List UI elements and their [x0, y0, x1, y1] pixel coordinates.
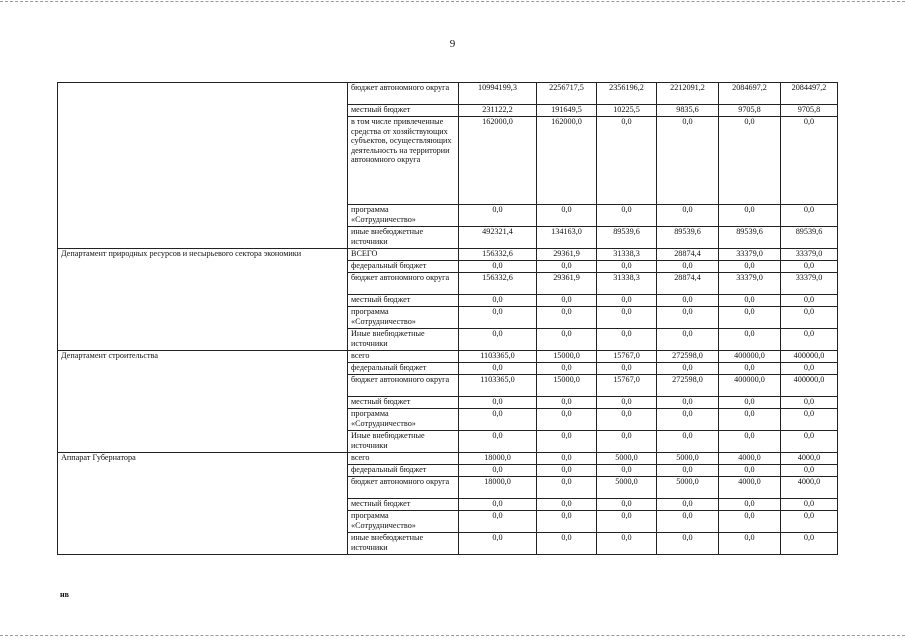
value-cell: 400000,0	[781, 351, 838, 363]
value-cell: 89539,6	[657, 227, 719, 249]
value-cell: 0,0	[657, 205, 719, 227]
value-cell: 0,0	[597, 363, 657, 375]
source-cell: местный бюджет	[348, 295, 459, 307]
value-cell: 0,0	[537, 453, 597, 465]
value-cell: 33379,0	[719, 273, 781, 295]
source-cell: бюджет автономного округа	[348, 375, 459, 397]
department-cell: Департамент строительства	[58, 351, 348, 453]
value-cell: 0,0	[781, 533, 838, 555]
budget-table	[57, 82, 838, 555]
value-cell: 272598,0	[657, 351, 719, 363]
value-cell: 0,0	[719, 397, 781, 409]
value-cell: 33379,0	[781, 273, 838, 295]
value-cell: 0,0	[719, 117, 781, 205]
value-cell: 0,0	[657, 533, 719, 555]
source-cell: программа «Сотрудничество»	[348, 409, 459, 431]
value-cell: 15767,0	[597, 375, 657, 397]
value-cell: 2084497,2	[781, 83, 838, 105]
value-cell: 0,0	[459, 295, 537, 307]
value-cell: 0,0	[537, 431, 597, 453]
value-cell: 2212091,2	[657, 83, 719, 105]
value-cell: 0,0	[657, 431, 719, 453]
value-cell: 0,0	[657, 307, 719, 329]
value-cell: 0,0	[537, 477, 597, 499]
value-cell: 29361,9	[537, 249, 597, 261]
value-cell: 191649,5	[537, 105, 597, 117]
value-cell: 0,0	[657, 261, 719, 273]
value-cell: 0,0	[781, 397, 838, 409]
value-cell: 0,0	[597, 409, 657, 431]
source-cell: федеральный бюджет	[348, 465, 459, 477]
value-cell: 5000,0	[657, 453, 719, 465]
value-cell: 0,0	[719, 205, 781, 227]
value-cell: 0,0	[459, 465, 537, 477]
value-cell: 0,0	[537, 511, 597, 533]
value-cell: 28874,4	[657, 273, 719, 295]
value-cell: 0,0	[459, 409, 537, 431]
value-cell: 0,0	[459, 205, 537, 227]
value-cell: 0,0	[657, 295, 719, 307]
value-cell: 272598,0	[657, 375, 719, 397]
value-cell: 0,0	[781, 295, 838, 307]
value-cell: 2084697,2	[719, 83, 781, 105]
department-cell: Аппарат Губернатора	[58, 453, 348, 555]
source-cell: бюджет автономного округа	[348, 83, 459, 105]
value-cell: 0,0	[781, 499, 838, 511]
value-cell: 0,0	[537, 363, 597, 375]
value-cell: 0,0	[537, 409, 597, 431]
source-cell: местный бюджет	[348, 105, 459, 117]
value-cell: 0,0	[719, 261, 781, 273]
value-cell: 0,0	[719, 465, 781, 477]
source-cell: федеральный бюджет	[348, 261, 459, 273]
value-cell: 0,0	[537, 329, 597, 351]
source-cell: местный бюджет	[348, 499, 459, 511]
value-cell: 0,0	[597, 117, 657, 205]
page-number: 9	[449, 38, 456, 50]
scan-edge-top	[0, 1, 905, 2]
value-cell: 9705,8	[781, 105, 838, 117]
value-cell: 1103365,0	[459, 375, 537, 397]
source-cell: всего	[348, 351, 459, 363]
value-cell: 33379,0	[781, 249, 838, 261]
value-cell: 0,0	[781, 431, 838, 453]
value-cell: 4000,0	[781, 453, 838, 465]
value-cell: 0,0	[459, 397, 537, 409]
value-cell: 0,0	[597, 329, 657, 351]
value-cell: 0,0	[459, 511, 537, 533]
value-cell: 0,0	[719, 511, 781, 533]
value-cell: 0,0	[459, 261, 537, 273]
value-cell: 9705,8	[719, 105, 781, 117]
value-cell: 2256717,5	[537, 83, 597, 105]
source-cell: Иные внебюджетные источники	[348, 329, 459, 351]
value-cell: 4000,0	[719, 453, 781, 465]
value-cell: 492321,4	[459, 227, 537, 249]
value-cell: 0,0	[719, 329, 781, 351]
value-cell: 0,0	[537, 261, 597, 273]
value-cell: 0,0	[597, 499, 657, 511]
value-cell: 0,0	[597, 511, 657, 533]
value-cell: 5000,0	[597, 477, 657, 499]
value-cell: 15000,0	[537, 351, 597, 363]
value-cell: 134163,0	[537, 227, 597, 249]
table-row	[58, 249, 838, 261]
value-cell: 4000,0	[719, 477, 781, 499]
value-cell: 0,0	[537, 465, 597, 477]
value-cell: 29361,9	[537, 273, 597, 295]
value-cell: 10994199,3	[459, 83, 537, 105]
value-cell: 0,0	[657, 465, 719, 477]
value-cell: 0,0	[781, 465, 838, 477]
value-cell: 33379,0	[719, 249, 781, 261]
value-cell: 0,0	[657, 363, 719, 375]
value-cell: 0,0	[781, 205, 838, 227]
source-cell: программа «Сотрудничество»	[348, 511, 459, 533]
value-cell: 0,0	[459, 307, 537, 329]
value-cell: 0,0	[719, 533, 781, 555]
value-cell: 0,0	[781, 261, 838, 273]
value-cell: 0,0	[597, 261, 657, 273]
value-cell: 0,0	[537, 499, 597, 511]
value-cell: 89539,6	[719, 227, 781, 249]
value-cell: 0,0	[781, 117, 838, 205]
value-cell: 31338,3	[597, 273, 657, 295]
source-cell: федеральный бюджет	[348, 363, 459, 375]
value-cell: 0,0	[719, 363, 781, 375]
source-cell: бюджет автономного округа	[348, 273, 459, 295]
value-cell: 0,0	[597, 307, 657, 329]
value-cell: 28874,4	[657, 249, 719, 261]
value-cell: 15000,0	[537, 375, 597, 397]
value-cell: 0,0	[459, 533, 537, 555]
value-cell: 0,0	[459, 363, 537, 375]
department-cell	[58, 83, 348, 249]
value-cell: 0,0	[537, 295, 597, 307]
value-cell: 0,0	[657, 397, 719, 409]
source-cell: бюджет автономного округа	[348, 477, 459, 499]
value-cell: 231122,2	[459, 105, 537, 117]
value-cell: 0,0	[781, 511, 838, 533]
value-cell: 156332,6	[459, 273, 537, 295]
source-cell: Иные внебюджетные источники	[348, 431, 459, 453]
source-cell: иные внебюджетные источники	[348, 533, 459, 555]
source-cell: программа «Сотрудничество»	[348, 205, 459, 227]
source-cell: программа «Сотрудничество»	[348, 307, 459, 329]
value-cell: 5000,0	[657, 477, 719, 499]
value-cell: 0,0	[657, 511, 719, 533]
value-cell: 18000,0	[459, 453, 537, 465]
table-row	[58, 351, 838, 363]
value-cell: 1103365,0	[459, 351, 537, 363]
value-cell: 0,0	[537, 397, 597, 409]
value-cell: 400000,0	[781, 375, 838, 397]
footer-code: нв	[60, 590, 69, 599]
value-cell: 400000,0	[719, 375, 781, 397]
value-cell: 0,0	[597, 431, 657, 453]
value-cell: 2356196,2	[597, 83, 657, 105]
value-cell: 4000,0	[781, 477, 838, 499]
value-cell: 5000,0	[597, 453, 657, 465]
value-cell: 0,0	[597, 397, 657, 409]
value-cell: 0,0	[657, 409, 719, 431]
value-cell: 10225,5	[597, 105, 657, 117]
value-cell: 89539,6	[781, 227, 838, 249]
value-cell: 0,0	[781, 307, 838, 329]
value-cell: 0,0	[719, 409, 781, 431]
value-cell: 0,0	[597, 205, 657, 227]
source-cell: местный бюджет	[348, 397, 459, 409]
value-cell: 0,0	[537, 307, 597, 329]
value-cell: 0,0	[781, 409, 838, 431]
value-cell: 0,0	[597, 533, 657, 555]
value-cell: 0,0	[657, 117, 719, 205]
scan-edge-bottom	[0, 635, 905, 636]
value-cell: 15767,0	[597, 351, 657, 363]
value-cell: 162000,0	[537, 117, 597, 205]
department-cell: Департамент природных ресурсов и несырьевого сектора экономики	[58, 249, 348, 351]
value-cell: 0,0	[459, 431, 537, 453]
value-cell: 0,0	[657, 499, 719, 511]
value-cell: 400000,0	[719, 351, 781, 363]
value-cell: 89539,6	[597, 227, 657, 249]
value-cell: 0,0	[719, 431, 781, 453]
value-cell: 0,0	[719, 499, 781, 511]
value-cell: 9835,6	[657, 105, 719, 117]
value-cell: 0,0	[719, 307, 781, 329]
value-cell: 0,0	[719, 295, 781, 307]
value-cell: 18000,0	[459, 477, 537, 499]
table-row	[58, 83, 838, 105]
value-cell: 0,0	[537, 205, 597, 227]
value-cell: 0,0	[597, 465, 657, 477]
value-cell: 0,0	[657, 329, 719, 351]
value-cell: 156332,6	[459, 249, 537, 261]
value-cell: 31338,3	[597, 249, 657, 261]
table-row	[58, 453, 838, 465]
source-cell: всего	[348, 453, 459, 465]
source-cell: в том числе привлеченные средства от хозяйствующих субъектов, осуществляющих деятельность на территории автономного округа	[348, 117, 459, 205]
value-cell: 0,0	[537, 533, 597, 555]
value-cell: 0,0	[781, 329, 838, 351]
value-cell: 0,0	[781, 363, 838, 375]
value-cell: 162000,0	[459, 117, 537, 205]
source-cell: ВСЕГО	[348, 249, 459, 261]
value-cell: 0,0	[459, 499, 537, 511]
value-cell: 0,0	[459, 329, 537, 351]
value-cell: 0,0	[597, 295, 657, 307]
source-cell: иные внебюджетные источники	[348, 227, 459, 249]
